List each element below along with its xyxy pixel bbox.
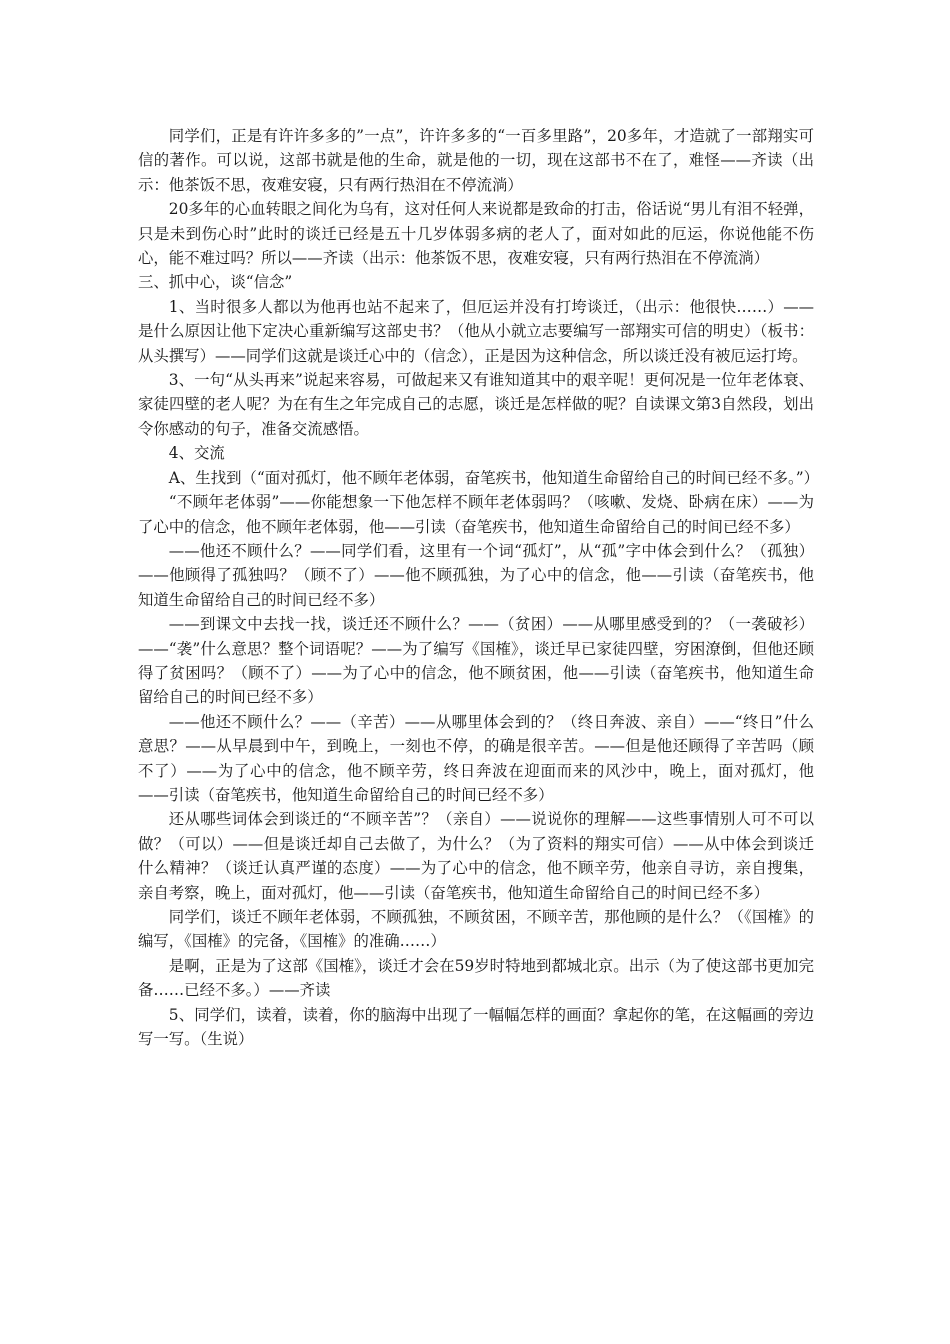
paragraph-1: 同学们，正是有许许多多的”一点”，许许多多的“一百多里路”，20多年，才造就了一部翔实可信的著作。可以说，这部书就是他的生命，就是他的一切，现在这部书不在了，难怪——齐读（出示：他茶饭不思，夜难安寝，只有两行热泪在不停流淌） [138,127,814,194]
paragraph-item-1: 1、当时很多人都以为他再也站不起来了，但厄运并没有打垮谈迁，（出示：他很快……）——是什么原因让他下定决心重新编写这部史书？（他从小就立志要编写一部翔实可信的明史）（板书：从头撰写）——同学们这就是谈迁心中的（信念），正是因为这种信念，所以谈迁没有被厄运打垮。 [138,297,814,365]
paragraph-item-3: 3、一句“从头再来”说起来容易，可做起来又有谁知道其中的艰辛呢！更何况是一位年老体衰、家徒四壁的老人呢？为在有生之年完成自己的志愿，谈迁是怎样做的呢？自读课文第3自然段，划出令你感动的句子，准备交流感悟。 [138,371,814,438]
section-heading: 三、抓中心，谈“信念” [138,273,293,292]
paragraph-guoque: 同学们，谈迁不顾年老体弱，不顾孤独，不顾贫困，不顾辛苦，那他顾的是什么？（《国榷》的编写，《国榷》的完备，《国榷》的准确……） [138,908,814,951]
paragraph-loneliness: ——他还不顾什么？——同学们看，这里有一个词“孤灯”，从“孤”字中体会到什么？（孤独）——他顾得了孤独吗？（顾不了）——他不顾孤独，为了心中的信念，他——引读（奋笔疾书，他知道生命留给自己的时间已经不多） [138,541,814,609]
paragraph-item-5: 5、同学们，读着，读着，你的脑海中出现了一幅幅怎样的画面？拿起你的笔，在这幅画的旁边写一写。（生说） [138,1005,814,1049]
paragraph-item-a: A、生找到（“面对孤灯，他不顾年老体弱，奋笔疾书，他知道生命留给自己的时间已经不多。”） [168,468,819,487]
paragraph-2: 20多年的心血转眼之间化为乌有，这对任何人来说都是致命的打击，俗话说“男儿有泪不轻弹，只是未到伤心时”此时的谈迁已经是五十几岁体弱多病的老人了，面对如此的厄运，你说他能不伤心，能不难过吗？所以——齐读（出示：他茶饭不思，夜难安寝，只有两行热泪在不停流淌） [138,200,814,268]
paragraph-poverty: ——到课文中去找一找，谈迁还不顾什么？——（贫困）——从哪里感受到的？（一袭破衫）——“袭”什么意思？整个词语呢？——为了编写《国榷》，谈迁早已家徒四壁，穷困潦倒，但他还顾得了贫困吗？（顾不了）——为了心中的信念，他不顾贫困，他——引读（奋笔疾书，他知道生命留给自己的时间已经不多） [138,615,814,707]
paragraph-personally: 还从哪些词体会到谈迁的“不顾辛苦”？（亲自）——说说你的理解——这些事情别人可不可以做？（可以）——但是谈迁却自己去做了，为什么？（为了资料的翔实可信）——从中体会到谈迁什么精神？（谈迁认真严谨的态度）——为了心中的信念，他不顾辛劳，他亲自寻访，亲自搜集，亲自考察，晚上，面对孤灯，他——引读（奋笔疾书，他知道生命留给自己的时间已经不多） [138,810,814,902]
paragraph-no-age: “不顾年老体弱”——你能想象一下他怎样不顾年老体弱吗？（咳嗽、发烧、卧病在床）——为了心中的信念，他不顾年老体弱，他——引读（奋笔疾书，他知道生命留给自己的时间已经不多） [138,493,814,536]
paragraph-beijing: 是啊，正是为了这部《国榷》，谈迁才会在59岁时特地到都城北京。出示（为了使这部书更加完备……已经不多。）——齐读 [138,956,814,1000]
document-body [138,124,819,1051]
paragraph-item-4: 4、交流 [168,444,225,463]
paragraph-hardship: ——他还不顾什么？——（辛苦）——从哪里体会到的？（终日奔波、亲自）——“终日”什么意思？——从早晨到中午，到晚上，一刻也不停，的确是很辛苦。——但是他还顾得了辛苦吗（顾不了）——为了心中的信念，他不顾辛劳，终日奔波在迎面而来的风沙中，晚上，面对孤灯，他——引读（奋笔疾书，他知道生命留给自己的时间已经不多） [138,712,814,804]
